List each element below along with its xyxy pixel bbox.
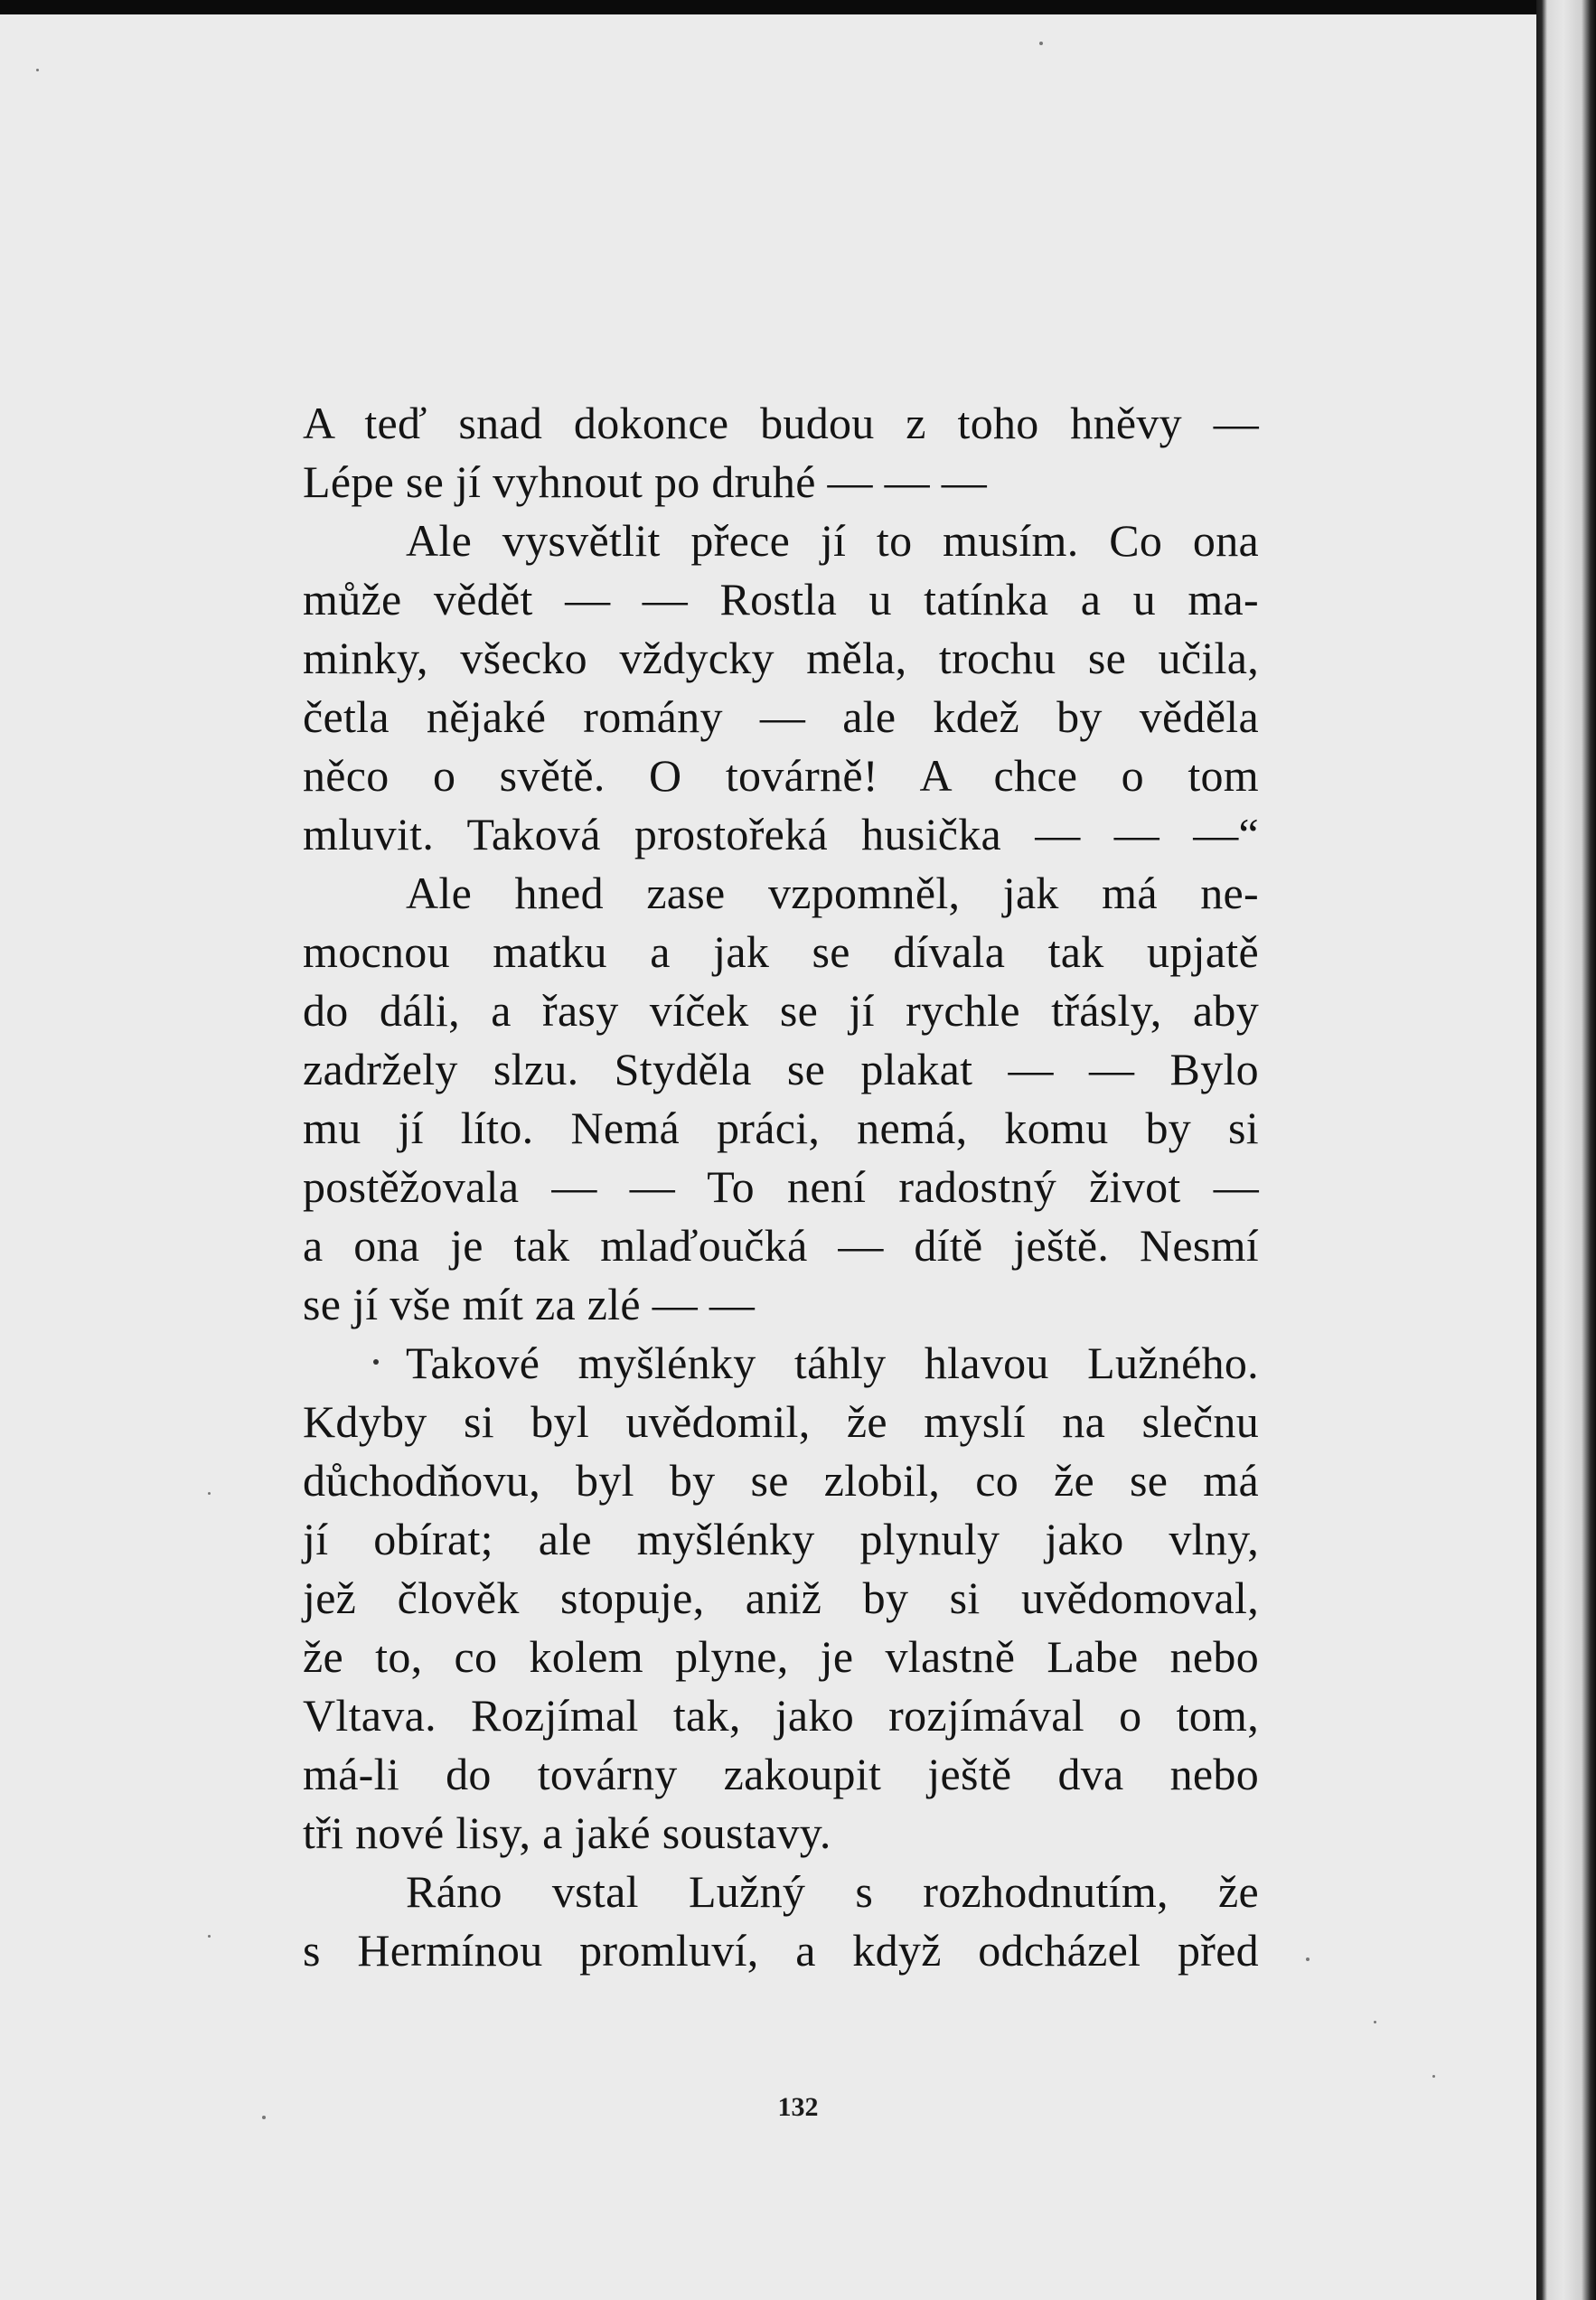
- text-line: minky, všecko vždycky měla, trochu se učila,: [303, 633, 1259, 683]
- body-text: [303, 394, 1259, 1980]
- text-line: postěžovala — — To není radostný život —: [303, 1161, 1259, 1212]
- paper-speck: [208, 1935, 211, 1938]
- text-line: A teď snad dokonce budou z toho hněvy —: [303, 398, 1259, 448]
- text-line: že to, co kolem plyne, je vlastně Labe nebo: [303, 1631, 1259, 1682]
- paper-speck: [1374, 2021, 1376, 2023]
- text-line: zadržely slzu. Styděla se plakat — — Bylo: [303, 1044, 1259, 1094]
- text-line: do dáli, a řasy víček se jí rychle třásly, aby: [303, 985, 1259, 1036]
- page-number: 132: [777, 2092, 819, 2122]
- text-line: Ale hned zase vzpomněl, jak má ne-: [406, 868, 1259, 918]
- text-line: Lépe se jí vyhnout po druhé — — —: [303, 456, 987, 507]
- text-line: mu jí líto. Nemá práci, nemá, komu by si: [303, 1103, 1259, 1153]
- paper-speck: [1432, 2075, 1435, 2078]
- stray-mark: [373, 1359, 379, 1365]
- text-line: se jí vše mít za zlé — —: [303, 1279, 756, 1329]
- text-line: důchodňovu, byl by se zlobil, co že se má: [303, 1455, 1259, 1506]
- paper-speck: [208, 1492, 211, 1495]
- text-line: Vltava. Rozjímal tak, jako rozjímával o tom,: [303, 1690, 1259, 1741]
- text-line: Ráno vstal Lužný s rozhodnutím, že: [406, 1866, 1259, 1917]
- text-line: Takové myšlénky táhly hlavou Lužného.: [406, 1338, 1259, 1388]
- text-line: Ale vysvětlit přece jí to musím. Co ona: [406, 515, 1259, 566]
- text-line-with-mark: [303, 1334, 1259, 1393]
- text-line: může vědět — — Rostla u tatínka a u ma-: [303, 574, 1259, 624]
- text-line: mocnou matku a jak se dívala tak upjatě: [303, 926, 1259, 977]
- text-line: Kdyby si byl uvědomil, že myslí na slečnu: [303, 1396, 1259, 1447]
- text-line: má-li do továrny zakoupit ještě dva nebo: [303, 1749, 1259, 1799]
- text-line: a ona je tak mlaďoučká — dítě ještě. Nesmí: [303, 1220, 1259, 1271]
- text-line: mluvit. Taková prostořeká husička — — —“: [303, 809, 1259, 859]
- paper-speck: [1039, 42, 1043, 45]
- text-line: s Hermínou promluví, a když odcházel před: [303, 1925, 1259, 1976]
- text-line: jí obírat; ale myšlénky plynuly jako vlny,: [303, 1514, 1259, 1564]
- text-line: jež člověk stopuje, aniž by si uvědomoval,: [303, 1572, 1259, 1623]
- text-line: něco o světě. O továrně! A chce o tom: [303, 750, 1259, 801]
- text-line: četla nějaké romány — ale kdež by věděla: [303, 691, 1259, 742]
- paper-speck: [36, 69, 39, 71]
- text-line: tři nové lisy, a jaké soustavy.: [303, 1807, 831, 1858]
- page-binding-edge: [1536, 0, 1596, 2300]
- paper-speck: [1306, 1957, 1310, 1961]
